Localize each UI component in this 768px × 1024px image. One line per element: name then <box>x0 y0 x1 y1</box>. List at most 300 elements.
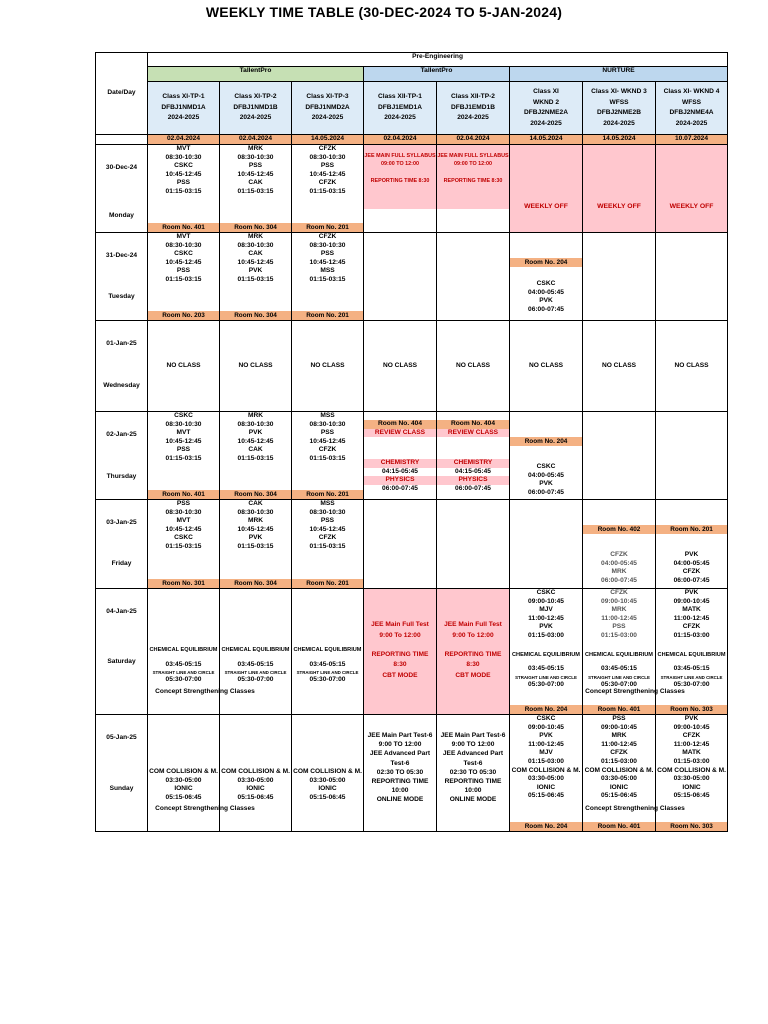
cell-line: CBT MODE <box>382 671 418 679</box>
time: 05:30-07:00 <box>165 676 202 684</box>
cell-line: Class XI-TP-1 <box>162 93 205 101</box>
cell-line: 10:45-12:45 <box>309 525 346 533</box>
cell-line: 9:00 TO 12:00 <box>378 741 422 749</box>
cell-line: 01:15-03:15 <box>165 275 202 283</box>
cell-line: DFBJ2NME2A <box>524 109 568 116</box>
topic: STRAIGHT LINE AND CIRCLE <box>588 674 650 680</box>
cell-line: 10:45-12:45 <box>309 437 346 445</box>
cell-line: ONLINE MODE <box>449 796 497 804</box>
cell-line: MJV <box>539 749 553 757</box>
day-name: Tuesday <box>108 293 135 300</box>
review-slot <box>364 412 437 500</box>
cell-line: CFZK <box>682 732 701 740</box>
start-date: 02.04.2024 <box>364 135 437 145</box>
cell-line: 9:00 TO 12:00 <box>451 741 495 749</box>
room-number: Room No. 304 <box>220 311 291 320</box>
cell-line: JEE Main Full Test <box>371 621 429 628</box>
time: 04:15-05:45 <box>455 467 491 475</box>
start-date: 14.05.2024 <box>510 135 583 145</box>
topic: STRAIGHT LINE AND CIRCLE <box>224 670 287 676</box>
cell-line: 09:00-10:45 <box>528 597 564 605</box>
cell-line: 11:00-12:45 <box>673 614 710 622</box>
cell-line: IONIC <box>536 783 556 791</box>
cell-line: PSS <box>320 429 335 437</box>
cell-line: 10:00 <box>391 787 409 795</box>
empty-slot <box>364 500 437 589</box>
cell-line: 01:15-03:00 <box>528 631 564 639</box>
cell-line: 11:00-12:45 <box>601 740 637 748</box>
cell-line: MVT <box>176 517 191 525</box>
cell-line: 10:45-12:45 <box>165 170 202 178</box>
cell-line: DFBJ1NMD2A <box>305 103 350 111</box>
room-number: Room No. 402 <box>583 525 655 534</box>
cell-line: 01:15-03:00 <box>528 757 564 765</box>
cell-line: REPORTING TIME 8:30 <box>443 177 503 184</box>
cell-line: 9:00 To 12:00 <box>379 631 421 639</box>
no-class-label: NO CLASS <box>528 361 564 369</box>
cell-line: Test-6 <box>390 759 410 767</box>
cell-line: 01:15-03:00 <box>673 757 710 765</box>
room-number: Room No. 401 <box>583 705 655 714</box>
room-number: Room No. 204 <box>510 705 582 714</box>
subject-physics: PHYSICS <box>437 476 509 485</box>
room-number: Room No. 301 <box>148 579 219 588</box>
class-slot <box>510 412 583 500</box>
day-cell <box>96 321 148 412</box>
cell-line: Class XI- WKND 3 <box>591 88 647 95</box>
class-slot <box>148 589 220 715</box>
cell-line: PVK <box>539 623 553 631</box>
cell-line: DFBJ2NME2B <box>597 109 641 116</box>
concept-caption-sat: Concept Strengthening Classes <box>155 688 255 695</box>
cell-line: CAK <box>248 446 263 454</box>
start-date: 14.05.2024 <box>583 135 656 145</box>
cell-line: DFBJ1EMD1B <box>451 103 495 111</box>
class-slot <box>292 589 364 715</box>
room-number: Room No. 201 <box>292 490 363 499</box>
cell-line: IONIC <box>609 783 629 791</box>
cell-line: PVK <box>248 429 263 437</box>
class-slot <box>220 715 292 832</box>
topic: STRAIGHT LINE AND CIRCLE <box>660 674 723 680</box>
cell-line: 11:00-12:45 <box>673 740 710 748</box>
cell-line: 03:30-05:00 <box>237 776 274 784</box>
cell-line: DFBJ1NMD1A <box>161 103 206 111</box>
time: 06:00-07:45 <box>455 484 491 492</box>
class-slot <box>656 500 728 589</box>
cell-line: PVK <box>539 480 553 488</box>
time: 03:45-05:15 <box>673 665 710 673</box>
cell-line: COM COLLISION & M. <box>584 766 654 774</box>
cell-line: MRK <box>247 517 264 525</box>
class-slot <box>220 589 292 715</box>
topic: CHEMICAL EQUILIBRIUM <box>221 647 290 653</box>
cell-line: 02:30 TO 05:30 <box>449 768 497 776</box>
jee-test-slot <box>364 145 437 233</box>
jee-test-box <box>437 145 509 209</box>
cell-line: 06:00-07:45 <box>528 305 564 313</box>
cell-line: JEE Main Full Test <box>444 621 502 628</box>
time: 03:45-05:15 <box>528 665 564 673</box>
day-name: Friday <box>111 560 132 567</box>
cell-line: Class XI <box>533 88 559 95</box>
cell-line: 01:15-03:15 <box>237 275 274 283</box>
room-number: Room No. 404 <box>364 420 436 429</box>
weekly-off-label: WEEKLY OFF <box>524 202 568 210</box>
day-cell <box>96 500 148 589</box>
time: 05:30-07:00 <box>673 680 710 688</box>
cell-line: 05:15-06:45 <box>309 793 346 801</box>
room-number: Room No. 303 <box>656 705 727 714</box>
cell-line: 01:15-03:15 <box>165 542 202 550</box>
cell-line: 08:30-10:30 <box>237 153 274 161</box>
cell-line: 2024-2025 <box>239 114 272 122</box>
room-number: Room No. 201 <box>292 311 363 320</box>
no-class <box>656 321 728 412</box>
cell-line: 10:45-12:45 <box>309 170 346 178</box>
empty-slot <box>583 412 656 500</box>
empty-slot <box>583 233 656 321</box>
cell-line: PSS <box>612 715 626 722</box>
cell-line: CFZK <box>682 568 701 576</box>
weekly-off <box>583 145 656 233</box>
room-number: Room No. 303 <box>656 822 727 831</box>
cell-line: COM COLLISION & M. <box>293 768 362 775</box>
jee-test-slot <box>437 589 510 715</box>
class-slot <box>220 412 292 500</box>
cell-line: REPORTING TIME <box>444 650 502 658</box>
cell-line: 01:15-03:15 <box>309 275 346 283</box>
cell-line: 01:15-03:15 <box>309 454 346 462</box>
class-slot <box>510 233 583 321</box>
class-header <box>148 82 220 135</box>
cell-line: JEE Advanced Part <box>369 750 431 758</box>
cell-line: 01:15-03:15 <box>309 542 346 550</box>
class-slot <box>583 715 656 832</box>
cell-line: CBT MODE <box>455 671 491 679</box>
time: 05:30-07:00 <box>309 676 346 684</box>
cell-line: 06:00-07:45 <box>673 576 710 584</box>
class-slot <box>656 715 728 832</box>
cell-line: 01:15-03:00 <box>601 631 637 639</box>
class-header <box>220 82 292 135</box>
jee-test-slot <box>364 589 437 715</box>
day-cell <box>96 589 148 715</box>
day-date: 05-Jan-25 <box>106 734 137 741</box>
timetable <box>95 52 728 832</box>
class-header <box>583 82 656 135</box>
cell-line: 10:45-12:45 <box>165 525 202 533</box>
cell-line: CFZK <box>318 446 337 454</box>
cell-line: 03:30-05:00 <box>673 775 710 783</box>
room-number: Room No. 201 <box>292 579 363 588</box>
class-slot <box>510 589 583 715</box>
class-slot <box>292 412 364 500</box>
empty-slot <box>437 233 510 321</box>
cell-line: 01:15-03:00 <box>601 757 637 765</box>
no-class <box>364 321 437 412</box>
room-number: Room No. 203 <box>148 311 219 320</box>
topic: CHEMICAL EQUILIBRIUM <box>149 647 218 653</box>
room-number: Room No. 201 <box>656 525 727 534</box>
cell-line: PSS <box>320 517 335 525</box>
cell-line: 8:30 <box>466 661 480 669</box>
cell-line: 08:30-10:30 <box>237 508 274 516</box>
cell-line: CFZK <box>318 179 337 187</box>
time: 06:00-07:45 <box>382 484 418 492</box>
cell-line: Class XII-TP-1 <box>378 93 422 101</box>
cell-line: 09:00-10:45 <box>601 723 637 731</box>
subject-physics: PHYSICS <box>364 476 436 485</box>
cell-line: COM COLLISION & M. <box>221 768 290 775</box>
cell-line: 04:00-05:45 <box>601 559 637 567</box>
cell-line: COM COLLISION & M. <box>657 766 726 774</box>
day-name: Sunday <box>109 785 134 792</box>
no-class <box>148 321 220 412</box>
cell-line: PSS <box>176 500 191 507</box>
time: 05:30-07:00 <box>528 680 564 688</box>
cell-line: PSS <box>248 162 263 170</box>
cell-line: MSS <box>320 412 335 419</box>
cell-line: CAK <box>248 500 263 507</box>
no-class <box>510 321 583 412</box>
empty-slot <box>437 500 510 589</box>
class-slot <box>583 589 656 715</box>
cell-line: CAK <box>248 179 263 187</box>
cell-line <box>437 168 509 177</box>
cell-line: 2024-2025 <box>603 119 635 127</box>
cell-line: 10:45-12:45 <box>165 437 202 445</box>
start-date: 02.04.2024 <box>437 135 510 145</box>
jee-test-box <box>364 145 436 209</box>
topic: CHEMICAL EQUILIBRIUM <box>585 651 653 658</box>
cell-line: COM COLLISION & M. <box>149 768 218 775</box>
cell-line: 08:30-10:30 <box>237 241 274 249</box>
class-slot <box>292 145 364 233</box>
cell-line: 08:30-10:30 <box>309 153 346 161</box>
day-date: 01-Jan-25 <box>106 340 137 347</box>
cell-line: 09:00-10:45 <box>528 723 564 731</box>
class-slot <box>148 412 220 500</box>
cell-line: MATK <box>682 606 701 614</box>
cell-line: PVK <box>684 551 699 558</box>
cell-line: 05:15-06:45 <box>165 793 202 801</box>
class-slot <box>220 233 292 321</box>
class-slot <box>148 715 220 832</box>
no-class <box>220 321 292 412</box>
cell-line: 08:30-10:30 <box>165 153 202 161</box>
topic: CHEMICAL EQUILIBRIUM <box>293 647 362 653</box>
no-class-label: NO CLASS <box>674 361 709 369</box>
empty-slot <box>656 412 728 500</box>
cell-line: PSS <box>320 162 335 170</box>
empty-slot <box>656 233 728 321</box>
cell-line: JEE MAIN FULL SYLLABUS <box>364 153 436 159</box>
room-number: Room No. 401 <box>148 223 219 232</box>
jee-test-slot <box>364 715 437 832</box>
cell-line: MVT <box>176 429 191 437</box>
topic: STRAIGHT LINE AND CIRCLE <box>296 670 359 676</box>
class-slot <box>510 715 583 832</box>
cell-line: PVK <box>684 589 699 596</box>
cell-line: IONIC <box>174 785 193 793</box>
cell-line: MSS <box>320 500 335 507</box>
cell-line: Class XI-TP-3 <box>306 93 349 101</box>
class-slot <box>656 589 728 715</box>
cell-line: 2024-2025 <box>167 114 200 122</box>
jee-test-slot <box>437 145 510 233</box>
cell-line: JEE Advanced Part <box>442 750 504 758</box>
cell-line <box>364 168 436 177</box>
class-slot <box>148 233 220 321</box>
day-date: 04-Jan-25 <box>106 608 137 615</box>
cell-line: 9:00 To 12:00 <box>452 631 494 639</box>
group-tallentpro-xi: TallentPro <box>148 67 364 82</box>
cell-line: PVK <box>539 732 553 740</box>
cell-line: CFZK <box>318 534 337 542</box>
cell-line: 08:30-10:30 <box>165 420 202 428</box>
cell-line: CAK <box>248 250 263 258</box>
empty-slot <box>364 233 437 321</box>
room-number: Room No. 304 <box>220 490 291 499</box>
cell-line: CSKC <box>536 715 556 722</box>
topic: STRAIGHT LINE AND CIRCLE <box>152 670 215 676</box>
no-class <box>437 321 510 412</box>
date-day-header: Date/Day <box>96 53 148 135</box>
room-number: Room No. 404 <box>437 420 509 429</box>
cell-line: 03:30-05:00 <box>165 776 202 784</box>
review-slot <box>437 412 510 500</box>
cell-line: Class XI-TP-2 <box>234 93 277 101</box>
cell-line: 09:00-10:45 <box>673 597 710 605</box>
cell-line: 03:30-05:00 <box>309 776 346 784</box>
cell-line: 03:30-05:00 <box>601 775 637 783</box>
room-number: Room No. 401 <box>148 490 219 499</box>
cell-line: Class XI- WKND 4 <box>663 88 720 95</box>
subject-chemistry: CHEMISTRY <box>437 459 509 468</box>
cell-line: MVT <box>176 233 191 240</box>
cell-line: 2024-2025 <box>675 119 708 127</box>
cell-line: PSS <box>176 267 191 275</box>
room-number: Room No. 304 <box>220 579 291 588</box>
cell-line: 09:00 TO 12:00 <box>381 161 419 167</box>
cell-line: CSKC <box>174 412 193 419</box>
cell-line: WKND 2 <box>532 98 559 106</box>
no-class-label: NO CLASS <box>238 361 273 369</box>
subject-chemistry: CHEMISTRY <box>364 459 436 468</box>
cell-line: IONIC <box>246 785 265 793</box>
time: 05:30-07:00 <box>237 676 274 684</box>
jee-test-slot <box>437 715 510 832</box>
concept-caption-sun-nurture: Concept Strengthening Classes <box>585 805 685 812</box>
day-date: 31-Dec-24 <box>105 252 138 259</box>
cell-line: CFZK <box>610 589 628 596</box>
day-cell <box>96 233 148 321</box>
cell-line: MRK <box>611 568 627 576</box>
cell-line: 08:30-10:30 <box>165 508 202 516</box>
concept-caption-sun: Concept Strengthening Classes <box>155 805 255 812</box>
cell-line: DFBJ2NME4A <box>669 109 714 116</box>
cell-line: DFBJ1NMD1B <box>233 103 278 111</box>
cell-line: PVK <box>539 297 553 305</box>
cell-line: MRK <box>611 732 627 740</box>
cell-line: CSKC <box>536 589 556 596</box>
class-header <box>510 82 583 135</box>
topic: STRAIGHT LINE AND CIRCLE <box>515 674 577 680</box>
cell-line: 10:45-12:45 <box>237 437 274 445</box>
cell-line: Class XII-TP-2 <box>451 93 495 101</box>
no-class-label: NO CLASS <box>455 361 491 369</box>
class-slot <box>292 233 364 321</box>
cell-line: 10:45-12:45 <box>237 258 274 266</box>
cell-line: 04:00-05:45 <box>528 471 564 479</box>
cell-line: WFSS <box>609 98 629 106</box>
room-number: Room No. 204 <box>510 437 582 446</box>
cell-line: CFZK <box>318 233 337 240</box>
topic: CHEMICAL EQUILIBRIUM <box>512 651 580 658</box>
day-date: 03-Jan-25 <box>106 519 137 526</box>
cell-line: MRK <box>247 412 264 419</box>
cell-line: CSKC <box>174 162 193 170</box>
cell-line: CSKC <box>536 280 556 287</box>
day-cell <box>96 145 148 233</box>
cell-line: 10:45-12:45 <box>237 525 274 533</box>
cell-line: 8:30 <box>393 661 407 669</box>
cell-line: Test-6 <box>463 759 483 767</box>
cell-line <box>364 641 436 650</box>
start-date: 02.04.2024 <box>148 135 220 145</box>
cell-line: 11:00-12:45 <box>528 740 564 748</box>
weekly-off-label: WEEKLY OFF <box>597 202 641 210</box>
day-name: Monday <box>109 212 134 219</box>
cell-line: REPORTING TIME <box>371 650 429 658</box>
group-nurture: NURTURE <box>510 67 728 82</box>
cell-line: 08:30-10:30 <box>237 420 274 428</box>
cell-line: 10:00 <box>464 787 482 795</box>
day-cell <box>96 715 148 832</box>
class-slot <box>220 500 292 589</box>
cell-line: PVK <box>684 715 699 722</box>
weekly-off-label: WEEKLY OFF <box>669 202 714 210</box>
cell-line: 04:00-05:45 <box>528 288 564 296</box>
cell-line: 11:00-12:45 <box>528 614 564 622</box>
cell-line: 2024-2025 <box>457 114 489 122</box>
cell-line: MRK <box>247 233 264 240</box>
cell-line: MATK <box>682 749 701 757</box>
cell-line: REPORTING TIME <box>371 778 429 786</box>
start-date: 02.04.2024 <box>220 135 292 145</box>
cell-line: JEE Main Part Test-6 <box>440 732 506 739</box>
time: 03:45-05:15 <box>237 660 274 668</box>
cell-line: CFZK <box>610 749 628 757</box>
cell-line: 01:15-03:15 <box>237 187 274 195</box>
cell-line: 05:15-06:45 <box>601 792 637 800</box>
cell-line: 05:15-06:45 <box>237 793 274 801</box>
topic: CHEMICAL EQUILIBRIUM <box>657 651 726 658</box>
time: 03:45-05:15 <box>601 665 637 673</box>
cell-line: 08:30-10:30 <box>309 420 346 428</box>
cell-line: 02:30 TO 05:30 <box>376 768 424 776</box>
cell-line: 06:00-07:45 <box>528 488 564 496</box>
no-class <box>292 321 364 412</box>
cell-line: CSKC <box>174 250 193 258</box>
page-title: WEEKLY TIME TABLE (30-DEC-2024 TO 5-JAN-2024) <box>205 4 563 20</box>
room-number: Room No. 401 <box>583 822 655 831</box>
start-date: 10.07.2024 <box>656 135 728 145</box>
cell-line: MSS <box>320 267 335 275</box>
cell-line: PSS <box>176 446 191 454</box>
class-slot <box>220 145 292 233</box>
